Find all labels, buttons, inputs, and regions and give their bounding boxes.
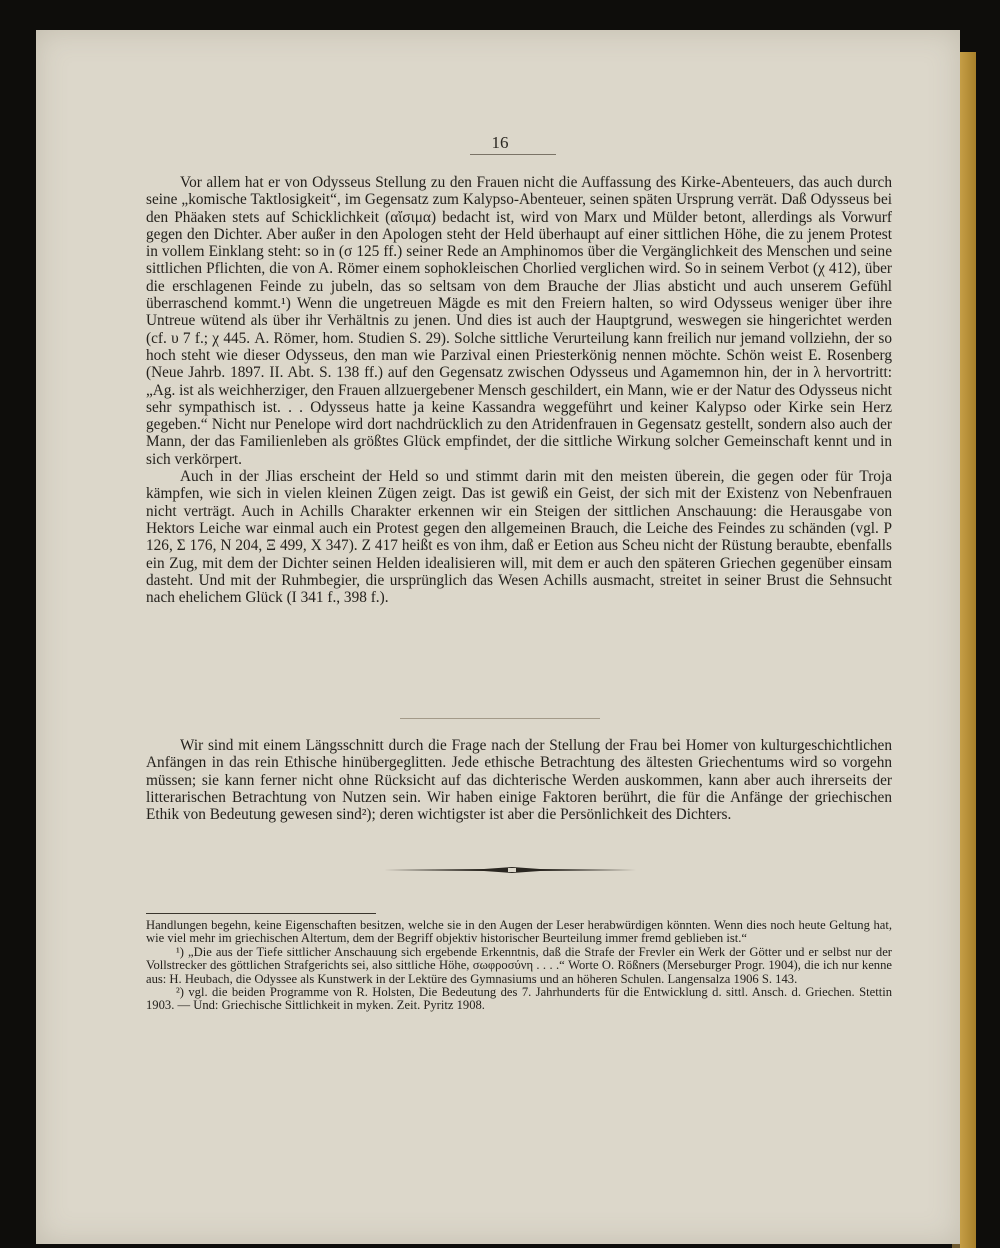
closing-text <box>146 737 892 823</box>
paragraph-ilias: Auch in der Jlias erscheint der Held so und stimmt darin mit den meisten überein, die gegen oder für Troja kämpfen, wie sich in vielen kleinen Zügen zeigt. Das ist gewiß ein Geist, der sich mit der Existenz von Nebenfrauen nicht verträgt. Auch in Achills Charakter erkennen wir ein Steigen der sittlichen Anschauung: die Herausgabe von Hektors Leiche war einmal auch ein Protest gegen den allgemeinen Brauch, die Leiche des Feindes zu schänden (vgl. Ρ 126, Σ 176, Ν 204, Ξ 499, Χ 347). Ζ 417 heißt es von ihm, daß er Eetion aus Scheu nicht der Rüstung beraubte, ebenfalls ein Zug, mit dem der Dichter seinen Helden idealisieren will, mit dem er auch den späteren Griechen gegenüber einsam dasteht. Und mit der Ruhmbegier, die ursprünglich das Wesen Achills ausmacht, streitet in seiner Brust die Sehnsucht nach ehelichem Glück (Ι 341 f., 398 f.). <box>146 468 892 607</box>
page-edge-gilt <box>958 52 976 1248</box>
paragraph-odysseus: Vor allem hat er von Odysseus Stellung zu den Frauen nicht die Auffassung des Kirke-Abenteuers, das auch durch seine „komische Taktlosigkeit“, im Gegensatz zum Kalypso-Abenteuer, seinen späten Ursprung verrät. Daß Odysseus bei den Phäaken stets auf Schicklichkeit (αἴσιμα) bedacht ist, wird von Marx und Mülder betont, allerdings als Vorwurf gegen den Dichter. Aber außer in den Apologen steht der Held überhaupt auf einer sittlichen Höhe, die zu jenem Protest in vollem Einklang steht: so in (σ 125 ff.) seiner Rede an Amphinomos über die Vergänglichkeit des Menschen und seine sittlichen Pflichten, die von A. Römer einem sophokleischen Chorlied verglichen wird. So in seinem Verbot (χ 412), über die erschlagenen Feinde zu jubeln, das so seltsam von dem Brauche der Jlias absticht und auch unserem Gefühl überraschend kommt.¹) Wenn die ungetreuen Mägde es mit den Freiern halten, so wird Odysseus weniger über ihre Untreue wütend als über ihr Verhältnis zu jenen. Und dies ist auch der Hauptgrund, weswegen sie hingerichtet werden (cf. υ 7 f.; χ 445. A. Römer, hom. Studien S. 29). Solche sittliche Verurteilung kann freilich nur jemand vollziehn, der so hoch steht wie dieser Odysseus, den man wie Parzival einen Priesterkönig nennen möchte. Schön weist E. Rosenberg (Neue Jahrb. 1897. II. Abt. S. 138 ff.) auf den Gegensatz zwischen Odysseus und Agamemnon hin, der in λ hervortritt: „Ag. ist als weichherziger, den Frauen allzuergebener Mensch geschildert, ein Mann, wie er der Natur des Odysseus nicht sehr sympathisch ist. . . Odysseus hatte ja keine Kassandra weggeführt und keiner Kalypso oder Kirke sein Herz gegeben.“ Nicht nur Penelope wird dort nachdrücklich zu den Atridenfrauen in Gegensatz gestellt, sondern also auch der Mann, der das Familienleben als größtes Glück empfindet, der die sittliche Wirkung solcher Gemeinschaft kennt und in sich verkörpert. <box>146 174 892 468</box>
footnote-1: ¹) „Die aus der Tiefe sittlicher Anschauung sich ergebende Erkenntnis, daß die Strafe der Frevler ein Werk der Götter und er selbst nur der Vollstrecker des göttlichen Strafgerichts sei, also sittliche Höhe, σωφροσύνη . . . .“ Worte O. Rößners (Merseburger Progr. 1904), die ich nur kenne aus: H. Heubach, die Odyssee als Kunstwerk in der Lektüre des Gymnasiums und an höheren Schulen. Langensalza 1906 S. 143. <box>146 944 892 986</box>
main-text <box>146 174 892 606</box>
page-number: 16 <box>491 133 509 152</box>
page-number-rule <box>470 154 556 155</box>
section-divider <box>400 718 600 719</box>
footnotes <box>146 919 892 1013</box>
footnote-continuation: Handlungen begehn, keine Eigenschaften besitzen, welche sie in den Augen der Leser herabwürdigen könnten. Wenn dies noch heute Geltung hat, wie viel mehr im griechischen Altertum, dem der Begriff objektiv historischer Beurteilung immer fremd geblieben ist.“ <box>146 918 892 946</box>
footnote-2: ²) vgl. die beiden Programme von R. Holsten, Die Bedeutung des 7. Jahrhunderts für die Entwicklung d. sittl. Ansch. d. Griechen. Stettin 1903. — Und: Griechische Sittlichkeit in myken. Zeit. Pyritz 1908. <box>146 985 892 1013</box>
footnote-rule <box>146 913 376 914</box>
paragraph-conclusion: Wir sind mit einem Längsschnitt durch die Frage nach der Stellung der Frau bei Homer von kulturgeschichtlichen Anfängen in das rein Ethische hinübergeglitten. Jede ethische Betrachtung des ältesten Griechentums wird so vorgehn müssen; sie kann ferner nicht ohne Rücksicht auf das dichterische Werden auskommen, kann aber auch ihrerseits der litterarischen Betrachtung von Nutzen sein. Wir haben einige Faktoren berührt, die für die Anfänge der griechischen Ethik von Bedeutung gewesen sind²); deren wichtigster ist aber die Persönlichkeit des Dichters. <box>146 737 892 824</box>
end-ornament <box>384 864 640 876</box>
